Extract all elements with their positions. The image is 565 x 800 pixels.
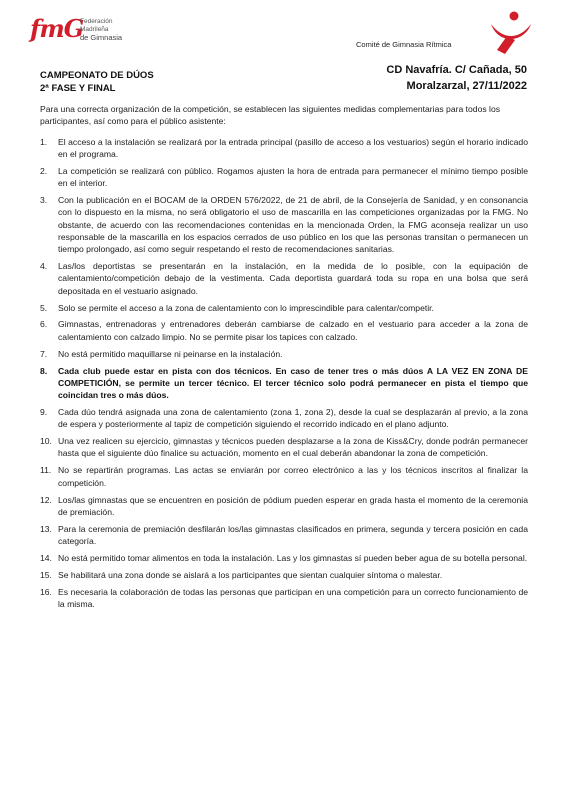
- rule-number: 7.: [40, 348, 48, 359]
- rule-item: [40, 586, 528, 611]
- rule-item: [40, 494, 528, 519]
- rule-text: No se repartirán programas. Las actas se enviarán por correo electrónico a las y los técnicos inscritos al finalizar la competición.: [58, 465, 528, 488]
- rule-number: 10.: [40, 436, 52, 447]
- rule-number: 12.: [40, 494, 52, 505]
- rule-text: Para la ceremonia de premiación desfilarán los/las gimnastas clasificados en primera, segunda y tercera posición en cada categoría.: [58, 523, 528, 547]
- rule-item: [40, 365, 528, 402]
- rule-number: 1.: [40, 136, 48, 147]
- rule-number: 9.: [40, 406, 48, 417]
- rule-text: El acceso a la instalación se realizará por la entrada principal (pasillo de acceso a los vestuarios) según el horario indicado en el programa.: [58, 136, 528, 159]
- rule-item: [40, 302, 528, 314]
- rule-number: 8.: [40, 365, 48, 376]
- fmg-logo-line1: Federación Madrileña: [80, 18, 113, 33]
- rule-item: [40, 260, 528, 297]
- rule-number: 4.: [40, 261, 48, 272]
- event-title: [40, 69, 154, 95]
- document-body: [40, 103, 528, 615]
- rule-item: [40, 136, 528, 161]
- venue-date: Moralzarzal, 27/11/2022: [406, 80, 527, 92]
- rule-number: 16.: [40, 586, 52, 597]
- rule-item: [40, 552, 528, 564]
- rule-number: 14.: [40, 552, 52, 563]
- event-title-line2: 2ª FASE Y FINAL: [40, 83, 116, 94]
- rule-text: La competición se realizará con público. Rogamos ajusten la hora de entrada para permanecer el mínimo tiempo posible en el interior.: [58, 165, 528, 189]
- rule-number: 6.: [40, 319, 48, 330]
- rule-number: 3.: [40, 194, 48, 205]
- committee-label: Comité de Gimnasia Rítmica: [356, 40, 452, 49]
- rule-item: [40, 318, 528, 343]
- event-title-line1: CAMPEONATO DE DÚOS: [40, 70, 154, 81]
- rule-item: [40, 435, 528, 460]
- rule-text: Gimnastas, entrenadoras y entrenadores deberán cambiarse de calzado en el vestuario para acceder a la zona de calentamiento con calzado limpio. No se permite pisar los tapices con calzado.: [58, 319, 528, 342]
- venue-address: CD Navafría. C/ Cañada, 50: [386, 64, 527, 76]
- rule-number: 5.: [40, 302, 48, 313]
- fmg-logo-text: [80, 18, 140, 42]
- rule-text: Es necesaria la colaboración de todas las personas que participan en una competición para un correcto funcionamiento de la misma.: [58, 586, 528, 609]
- rule-text: Cada dúo tendrá asignada una zona de calentamiento (zona 1, zona 2), desde la cual se desplazarán al previo, a la zona de espera y posteriormente al tapiz de competición siguiendo el recorrido indicado en el plano adjunto.: [58, 406, 528, 430]
- fmg-logo-mark: fmG: [30, 14, 84, 43]
- rule-text: Los/las gimnastas que se encuentren en posición de pódium pueden esperar en grada hasta el momento de la ceremonia de premiación.: [58, 494, 528, 517]
- rule-text: Una vez realicen su ejercicio, gimnastas y técnicos pueden desplazarse a la zona de Kiss&Cry, donde podrán permanecer hasta que el siguiente dúo finalice su actuación, momento en el cual deberán abandonar la zona de competición.: [58, 436, 528, 459]
- rule-item: [40, 406, 528, 431]
- rules-list: [40, 136, 528, 611]
- event-venue: [386, 62, 527, 94]
- gymnast-logo-icon: [485, 10, 535, 56]
- rule-number: 2.: [40, 165, 48, 176]
- rule-text: Cada club puede estar en pista con dos técnicos. En caso de tener tres o más dúos A LA VEZ EN ZONA DE COMPETICIÓN, se permite un tercer técnico. El tercer técnico solo podrá permanecer en pista el tiempo que coincidan tres o más dúos.: [58, 365, 528, 401]
- rule-text: Solo se permite el acceso a la zona de calentamiento con lo imprescindible para calentar/competir.: [58, 302, 434, 313]
- rule-text: Con la publicación en el BOCAM de la ORDEN 576/2022, de 21 de abril, de la Consejería de Sanidad, y en consonancia con lo dispuesto en la misma, no será obligatorio el uso de mascarilla en las competiciones organizadas por la FMG. No obstante, de acuerdo con las recomendaciones contenidas en la mencionada Orden, la FMG aconseja realizar un uso responsable de la mascarilla en los espacios cerrados de uso público en los que las personas transitan o permanecen un tiempo prolongado, así como seguir respetando el resto de recomendaciones sanitarias.: [58, 194, 528, 255]
- rule-text: Las/los deportistas se presentarán en la instalación, en la medida de lo posible, con la equipación de calentamiento/competición debajo de la vestimenta. Cada deportista guardará toda su ropa en una bolsa que será depositada en el vestuario asignado.: [58, 261, 528, 296]
- rule-item: [40, 194, 528, 255]
- rule-item: [40, 165, 528, 190]
- rule-item: [40, 569, 528, 581]
- rule-number: 15.: [40, 569, 52, 580]
- rule-text: No está permitido tomar alimentos en toda la instalación. Las y los gimnastas sí pueden beber agua de su botella personal.: [58, 552, 528, 563]
- intro-paragraph: Para una correcta organización de la competición, se establecen las siguientes medidas complementarias para todos los participantes, así como para el público asistente:: [40, 104, 501, 127]
- rule-item: [40, 523, 528, 548]
- rule-text: No está permitido maquillarse ni peinarse en la instalación.: [58, 348, 283, 359]
- fmg-logo-line2: de Gimnasia: [80, 33, 123, 42]
- rule-number: 11.: [40, 465, 52, 476]
- rule-item: [40, 348, 528, 360]
- rule-number: 13.: [40, 523, 52, 534]
- rule-item: [40, 464, 528, 489]
- rule-text: Se habilitará una zona donde se aislará a los participantes que sientan cualquier síntoma o malestar.: [58, 569, 443, 580]
- fmg-logo: [30, 12, 123, 48]
